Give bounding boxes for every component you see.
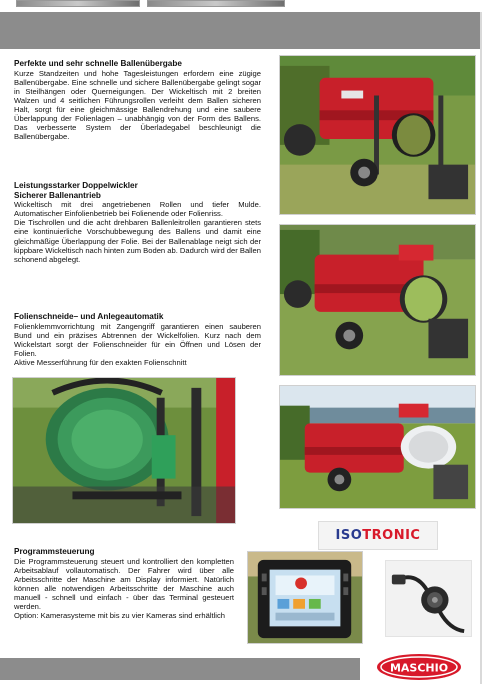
previous-photo-thumbnail <box>16 0 140 7</box>
terminal-display-icon <box>247 551 363 644</box>
section-text: Aktive Messerführung für den exakten Folienschnitt <box>14 357 187 367</box>
section-title: Programmsteuerung <box>14 547 95 556</box>
maschio-logo <box>374 651 464 683</box>
section-text: Die Programmsteuerung steuert und kontrolliert den kompletten Arbeitsablauf vollautomatisch. Der Fahrer wird über alle Arbeitsschritte der Maschine am Display informiert. Natürlich können alle notwendigen Arbeitsschritte der Maschine auch manuell - schnell und einfach - über das Terminal gesteuert werden. <box>14 556 234 612</box>
section-title: Leistungsstarker Doppelwickler <box>14 181 138 190</box>
section-title: Folienschneide– und Anlegeautomatik <box>14 312 164 321</box>
section-text: Die Tischrollen und die acht drehbaren Ballenleitrollen garantieren stets eine kontinuierliche Vorschubbewegung des Ballens und damit eine gleichmäßige Überlappung der Folie. Bei der Ballenablage neigt sich der kippbare Wickeltisch nach hinten zum Boden ab. Dadurch wird der Ballen schonend abgelegt. <box>14 218 261 264</box>
section-bale-transfer <box>14 59 261 141</box>
previous-photo-thumbnail-2 <box>147 0 285 7</box>
footer-band <box>0 658 360 680</box>
section-subtitle: Sicherer Ballenantrieb <box>14 190 101 200</box>
baler-photo-1 <box>279 55 476 215</box>
top-strip <box>0 0 489 12</box>
logo-text: MASCHIO <box>389 661 449 675</box>
section-text: Kurze Standzeiten und hohe Tagesleistungen erfordern eine zügige Ballenübergabe. Eine schnelle und sichere Ballenübergabe gelingt sogar in Steilhängen oder Querneigungen. Der Wickeltisch mit 2 breiten Walzen und 4 seitlichen Führungsrollen verleiht dem Ballen sicheren Halt, sorgt für eine gleichmässige Ballendrehung und eine saubere Überlappung der Folienlagen – unabhängig von der Form des Ballens. Das verbesserte System der Überladegabel beschleunigt die Ballenübergabe. <box>14 68 261 142</box>
section-title: Perfekte und sehr schnelle Ballenübergabe <box>14 59 182 68</box>
baler-photo-3 <box>279 385 476 509</box>
wrapping-closeup-photo <box>12 377 236 524</box>
section-text: Option: Kamerasysteme mit bis zu vier Kameras sind erhältlich <box>14 611 226 621</box>
right-margin-rule <box>480 12 482 684</box>
header-band <box>0 12 480 49</box>
section-program-control <box>14 547 234 620</box>
baler-photo-2 <box>279 224 476 376</box>
camera-connector-icon <box>385 560 472 637</box>
section-double-wrapper <box>14 181 261 264</box>
isotronic-badge <box>318 521 438 550</box>
section-film-cutting <box>14 312 261 367</box>
isotronic-part-tronic: TRONIC <box>362 528 421 543</box>
isotronic-part-iso: ISO <box>335 528 363 543</box>
section-text: Folienklemmvorrichtung mit Zangengriff garantieren einen sauberen Bund und ein präzises Abtrennen der Wickelfolien. Kurz nach dem Wickelstart sorgt der Folienschneider für ein Öffnen und Lösen der Folien. <box>14 321 261 358</box>
section-text: Wickeltisch mit drei angetriebenen Rollen und tiefer Mulde. Automatischer Einfolienbetrieb bei Folienende oder Folienriss. <box>14 200 261 219</box>
